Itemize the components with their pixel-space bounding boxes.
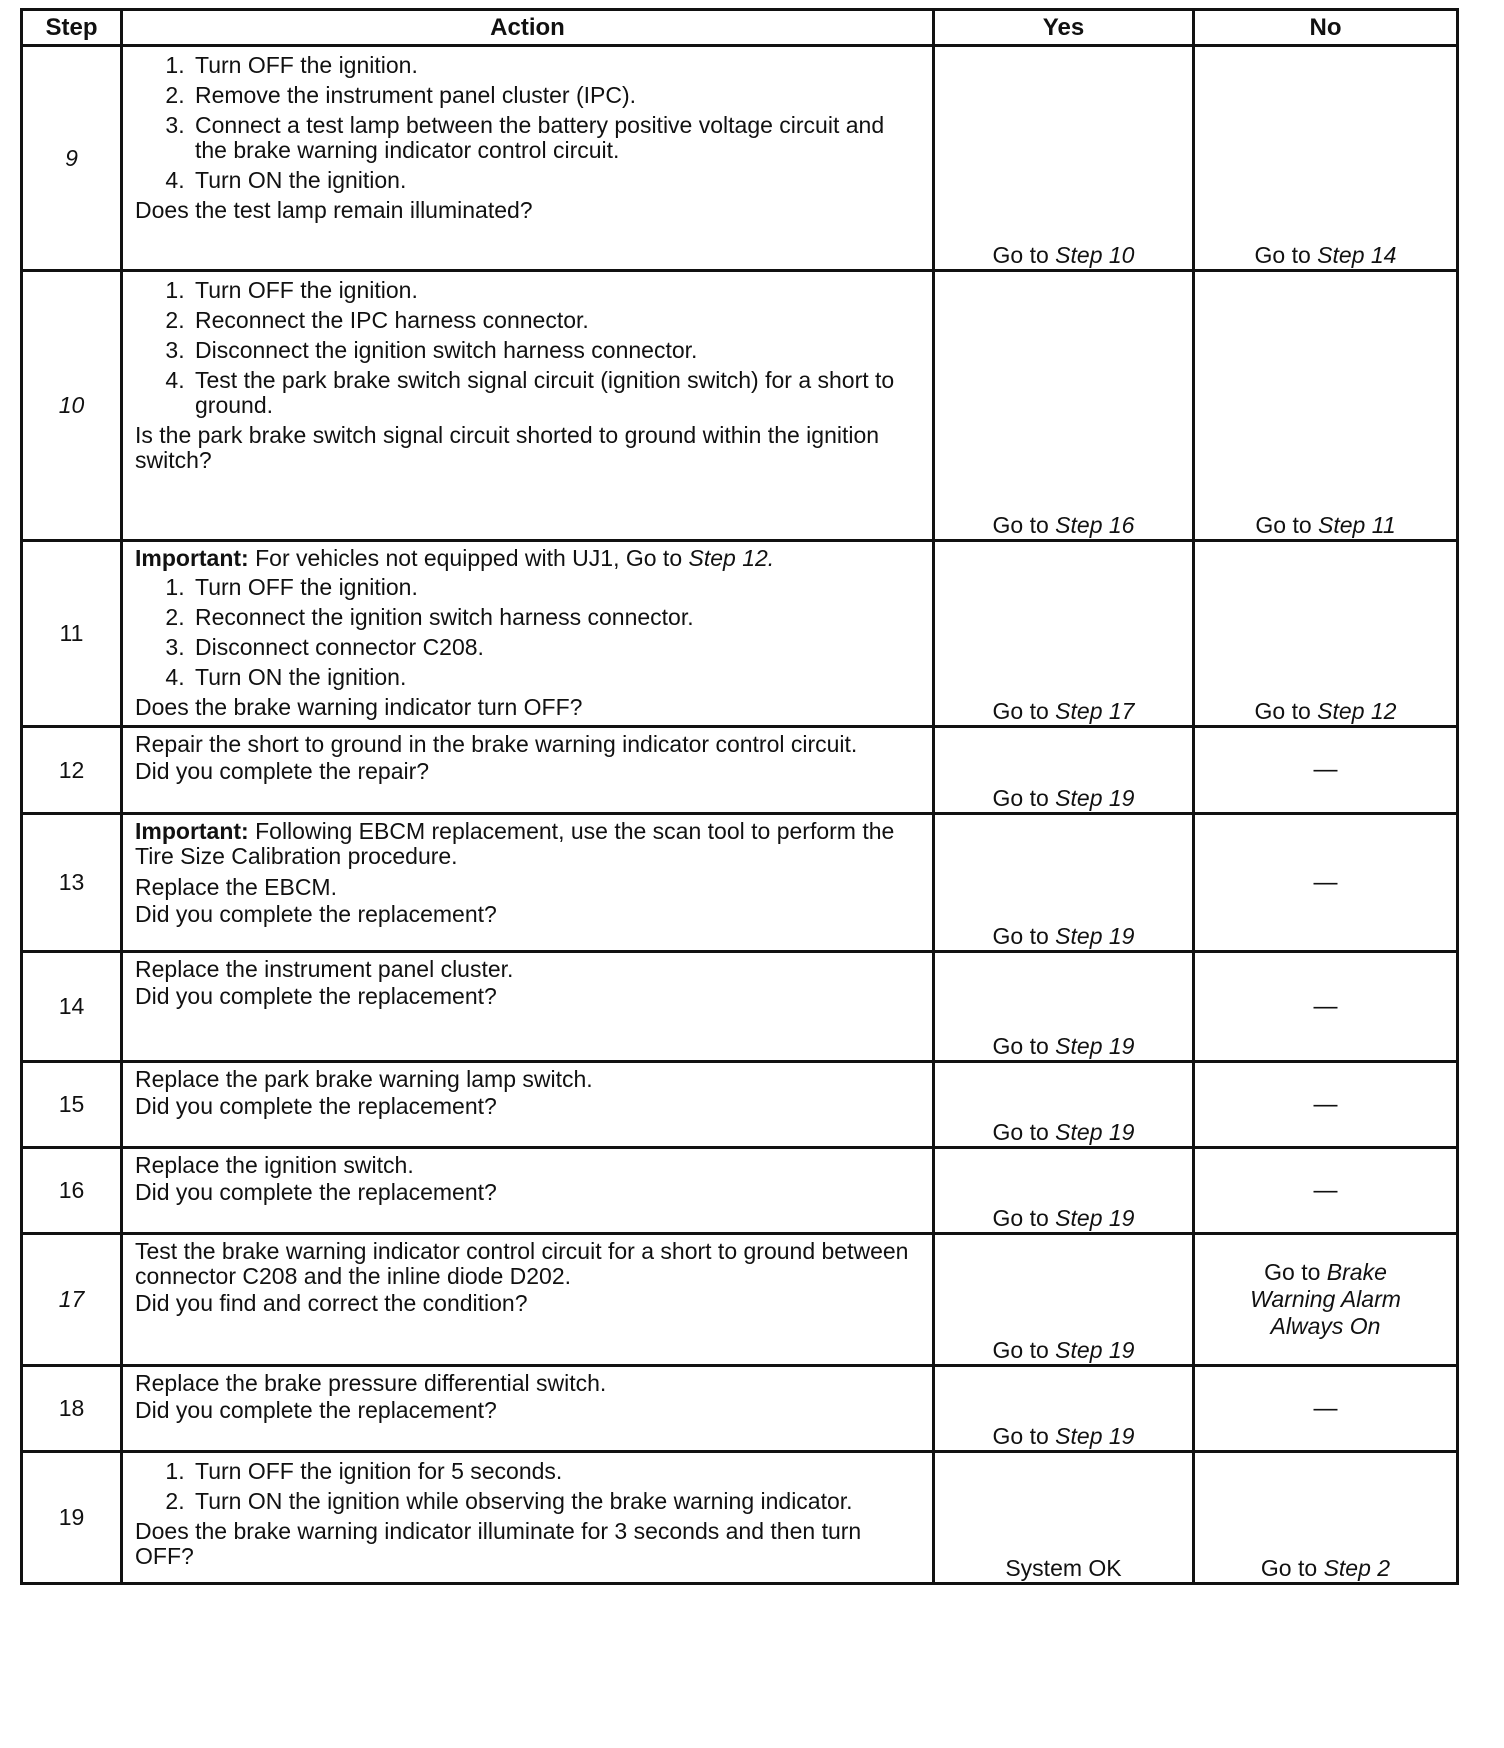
- action-cell: [122, 46, 934, 271]
- important-label: Important:: [135, 818, 249, 844]
- table-row: [22, 952, 1458, 1062]
- action-question: Did you complete the repair?: [135, 758, 430, 784]
- action-steps: [135, 575, 920, 690]
- table-row: [22, 1452, 1458, 1584]
- important-text: Following EBCM replacement, use the scan tool to perform the Tire Size Calibration procedure.: [135, 818, 895, 869]
- no-prefix: Go to: [1264, 1259, 1321, 1285]
- yes-cell: System OK: [934, 1452, 1194, 1584]
- yes-prefix: Go to: [992, 1205, 1049, 1231]
- action-text: Replace the ignition switch.: [135, 1152, 414, 1178]
- yes-step-link[interactable]: Step 16: [1055, 512, 1135, 538]
- action-step: 3. Disconnect the ignition switch harness connector.: [191, 338, 920, 363]
- header-no: No: [1194, 10, 1458, 46]
- yes-prefix: Go to: [992, 698, 1049, 724]
- yes-cell: [934, 46, 1194, 271]
- step-number: 17: [22, 1234, 122, 1366]
- action-step: 3. Connect a test lamp between the battery positive voltage circuit and the brake warning indicator control circuit.: [191, 113, 920, 163]
- yes-step-link[interactable]: Step 17: [1055, 698, 1135, 724]
- action-cell: [122, 1366, 934, 1452]
- step-number: 19: [22, 1452, 122, 1584]
- action-steps: [135, 53, 920, 193]
- action-question: Did you complete the replacement?: [135, 1093, 497, 1119]
- yes-cell: [934, 952, 1194, 1062]
- action-cell: [122, 1234, 934, 1366]
- diagnostic-table: [20, 8, 1459, 1585]
- action-question: Did you complete the replacement?: [135, 983, 497, 1009]
- no-cell: [1194, 1234, 1458, 1366]
- action-cell: [122, 1452, 934, 1584]
- yes-cell: [934, 1062, 1194, 1148]
- table-row: [22, 814, 1458, 952]
- table-row: [22, 541, 1458, 727]
- no-cell: [1194, 46, 1458, 271]
- action-step: 3. Disconnect connector C208.: [191, 635, 920, 660]
- yes-prefix: Go to: [992, 1423, 1049, 1449]
- action-text: Replace the brake pressure differential switch.: [135, 1370, 607, 1396]
- action-question: Is the park brake switch signal circuit shorted to ground within the ignition switch?: [135, 422, 880, 473]
- table-row: [22, 1062, 1458, 1148]
- action-text: Test the brake warning indicator control circuit for a short to ground between connector C208 and the inline diode D202.: [135, 1238, 909, 1289]
- no-cell: —: [1194, 1062, 1458, 1148]
- table-row: [22, 1366, 1458, 1452]
- no-cell: [1194, 541, 1458, 727]
- action-question: Does the brake warning indicator turn OFF?: [135, 694, 583, 720]
- important-label: Important:: [135, 545, 249, 571]
- action-step: 1. Turn OFF the ignition.: [191, 53, 920, 78]
- step-number: 12: [22, 727, 122, 814]
- yes-step-link[interactable]: Step 19: [1055, 1423, 1135, 1449]
- action-cell: [122, 727, 934, 814]
- action-question: Does the brake warning indicator illuminate for 3 seconds and then turn OFF?: [135, 1518, 862, 1569]
- yes-cell: [934, 1148, 1194, 1234]
- step-number: 18: [22, 1366, 122, 1452]
- action-step: 4. Test the park brake switch signal circuit (ignition switch) for a short to ground.: [191, 368, 920, 418]
- yes-cell: [934, 1366, 1194, 1452]
- step-number: 16: [22, 1148, 122, 1234]
- action-cell: [122, 952, 934, 1062]
- step-number: 15: [22, 1062, 122, 1148]
- step-number: 14: [22, 952, 122, 1062]
- no-step-link[interactable]: Brake Warning Alarm Always On: [1250, 1259, 1401, 1339]
- important-note: [135, 546, 920, 571]
- action-steps: [135, 1459, 920, 1514]
- step-number: 11: [22, 541, 122, 727]
- yes-cell: [934, 541, 1194, 727]
- yes-cell: [934, 727, 1194, 814]
- action-cell: [122, 1148, 934, 1234]
- step-number: 9: [22, 46, 122, 271]
- step-number: 13: [22, 814, 122, 952]
- no-step-link[interactable]: Step 14: [1317, 242, 1397, 268]
- yes-prefix: Go to: [992, 512, 1049, 538]
- action-step: 1. Turn OFF the ignition.: [191, 278, 920, 303]
- no-prefix: Go to: [1254, 242, 1311, 268]
- action-text: Replace the EBCM.: [135, 874, 337, 900]
- table-row: [22, 271, 1458, 541]
- action-cell: [122, 271, 934, 541]
- no-step-link[interactable]: Step 2: [1323, 1555, 1391, 1581]
- action-text: Replace the instrument panel cluster.: [135, 956, 514, 982]
- action-cell: [122, 541, 934, 727]
- yes-prefix: Go to: [992, 785, 1049, 811]
- no-prefix: Go to: [1255, 512, 1312, 538]
- yes-cell: [934, 814, 1194, 952]
- important-note: [135, 819, 920, 869]
- action-cell: [122, 1062, 934, 1148]
- header-yes: Yes: [934, 10, 1194, 46]
- action-step: 1. Turn OFF the ignition.: [191, 575, 920, 600]
- important-text: For vehicles not equipped with UJ1, Go to: [255, 545, 683, 571]
- action-step: 2. Reconnect the IPC harness connector.: [191, 308, 920, 333]
- action-step: 1. Turn OFF the ignition for 5 seconds.: [191, 1459, 920, 1484]
- no-cell: —: [1194, 1148, 1458, 1234]
- yes-step-link[interactable]: Step 10: [1055, 242, 1135, 268]
- yes-prefix: Go to: [992, 1033, 1049, 1059]
- no-cell: —: [1194, 814, 1458, 952]
- yes-prefix: Go to: [992, 242, 1049, 268]
- yes-cell: [934, 1234, 1194, 1366]
- action-question: Did you complete the replacement?: [135, 1179, 497, 1205]
- action-question: Did you complete the replacement?: [135, 901, 497, 927]
- action-question: Did you complete the replacement?: [135, 1397, 497, 1423]
- action-text: Repair the short to ground in the brake warning indicator control circuit.: [135, 731, 858, 757]
- no-step-link[interactable]: Step 11: [1318, 512, 1396, 538]
- yes-step-link[interactable]: Step 19: [1055, 1119, 1135, 1145]
- header-step: Step: [22, 10, 122, 46]
- table-row: [22, 1148, 1458, 1234]
- action-question: Does the test lamp remain illuminated?: [135, 197, 533, 223]
- action-cell: [122, 814, 934, 952]
- table-row: [22, 46, 1458, 271]
- no-cell: —: [1194, 952, 1458, 1062]
- no-cell: —: [1194, 1366, 1458, 1452]
- action-step: 4. Turn ON the ignition.: [191, 665, 920, 690]
- yes-prefix: Go to: [992, 923, 1049, 949]
- action-question: Did you find and correct the condition?: [135, 1290, 528, 1316]
- no-prefix: Go to: [1260, 1555, 1318, 1581]
- yes-step-link[interactable]: Step 19: [1055, 1337, 1135, 1363]
- yes-prefix: Go to: [992, 1119, 1049, 1145]
- action-step: 4. Turn ON the ignition.: [191, 168, 920, 193]
- yes-step-link[interactable]: Step 19: [1055, 1205, 1135, 1231]
- no-cell: [1194, 1452, 1458, 1584]
- step-number: 10: [22, 271, 122, 541]
- important-step-link[interactable]: Step 12.: [688, 545, 775, 571]
- header-action: Action: [122, 10, 934, 46]
- yes-prefix: Go to: [992, 1337, 1049, 1363]
- action-step: 2. Turn ON the ignition while observing the brake warning indicator.: [191, 1489, 920, 1514]
- yes-step-link[interactable]: Step 19: [1055, 923, 1135, 949]
- header-row: [22, 10, 1458, 46]
- action-steps: [135, 278, 920, 418]
- table-row: [22, 1234, 1458, 1366]
- yes-step-link[interactable]: Step 19: [1055, 785, 1135, 811]
- action-step: 2. Reconnect the ignition switch harness connector.: [191, 605, 920, 630]
- action-step: 2. Remove the instrument panel cluster (IPC).: [191, 83, 920, 108]
- yes-step-link[interactable]: Step 19: [1055, 1033, 1135, 1059]
- yes-cell: [934, 271, 1194, 541]
- table-row: [22, 727, 1458, 814]
- action-text: Replace the park brake warning lamp switch.: [135, 1066, 593, 1092]
- no-step-link[interactable]: Step 12: [1317, 698, 1397, 724]
- no-prefix: Go to: [1254, 698, 1311, 724]
- no-cell: —: [1194, 727, 1458, 814]
- no-cell: [1194, 271, 1458, 541]
